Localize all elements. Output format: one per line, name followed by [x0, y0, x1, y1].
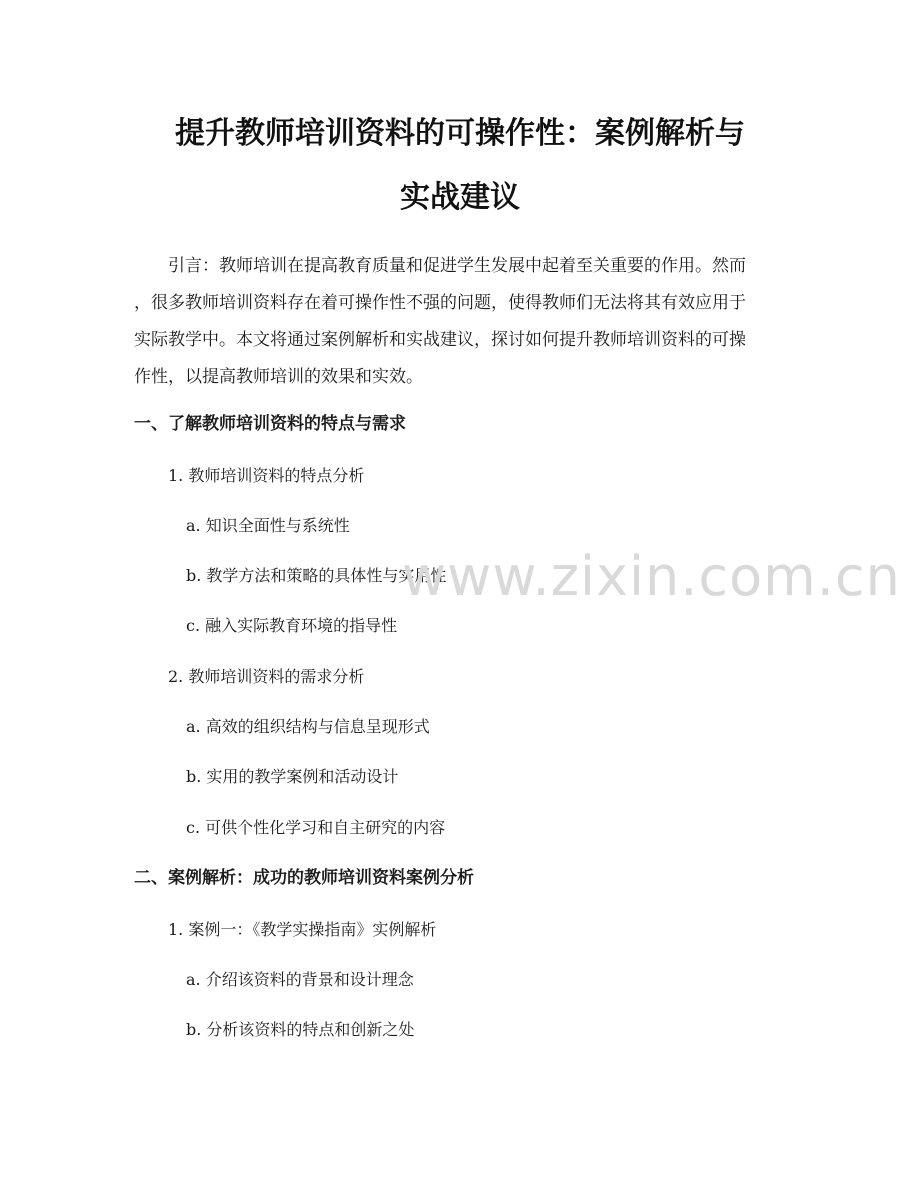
document-title-line-1: 提升教师培训资料的可操作性：案例解析与: [175, 116, 745, 151]
subsection-heading: 1. 案例一：《教学实操指南》实例解析: [168, 920, 437, 939]
section-heading-1: 一、了解教师培训资料的特点与需求: [134, 414, 406, 434]
intro-line: 作性，以提高教师培训的效果和实效。: [134, 367, 423, 387]
subsection-heading: 1. 教师培训资料的特点分析: [168, 466, 365, 485]
intro-line: ，很多教师培训资料存在着可操作性不强的问题，使得教师们无法将其有效应用于: [134, 293, 746, 313]
list-item: c. 融入实际教育环境的指导性: [186, 616, 398, 635]
document-title-line-2: 实战建议: [400, 180, 520, 215]
intro-line: 实际教学中。本文将通过案例解析和实战建议，探讨如何提升教师培训资料的可操: [134, 330, 746, 350]
list-item: a. 高效的组织结构与信息呈现形式: [186, 717, 430, 736]
list-item: b. 分析该资料的特点和创新之处: [186, 1020, 415, 1039]
section-heading-2: 二、案例解析：成功的教师培训资料案例分析: [134, 868, 474, 888]
intro-paragraph: [134, 248, 788, 396]
intro-line: 引言：教师培训在提高教育质量和促进学生发展中起着至关重要的作用。然而: [168, 256, 746, 276]
list-item: a. 知识全面性与系统性: [186, 516, 350, 535]
list-item: b. 教学方法和策略的具体性与实用性: [186, 566, 447, 585]
subsection-heading: 2. 教师培训资料的需求分析: [168, 667, 365, 686]
list-item: c. 可供个性化学习和自主研究的内容: [186, 818, 446, 837]
watermark: www.zixin.com.cn: [402, 545, 901, 608]
list-item: a. 介绍该资料的背景和设计理念: [186, 970, 414, 989]
list-item: b. 实用的教学案例和活动设计: [186, 767, 399, 786]
